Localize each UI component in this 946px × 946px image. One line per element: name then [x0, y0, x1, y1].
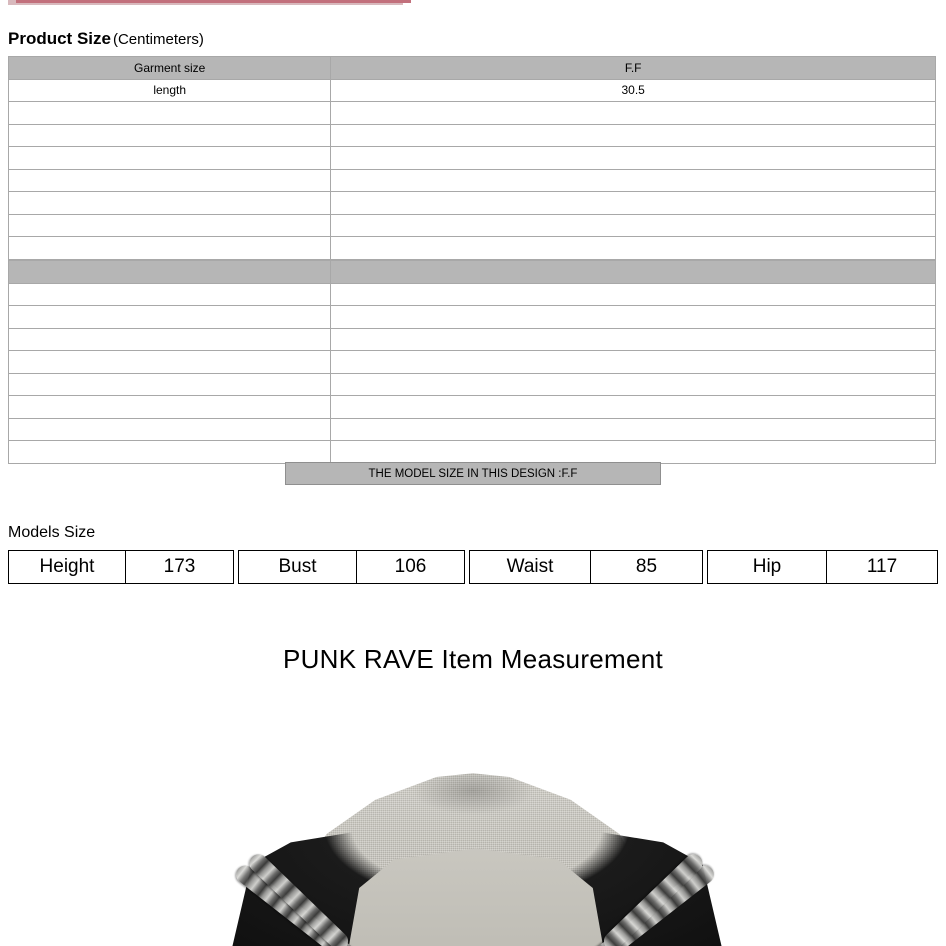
table-row-header	[9, 57, 936, 80]
table-row	[9, 237, 936, 260]
model-measure-key: Hip	[708, 551, 827, 583]
model-measure-value: 106	[394, 556, 427, 577]
model-measure-waist	[469, 550, 703, 584]
model-measure-value: 85	[635, 556, 658, 577]
model-measure-value: 173	[163, 556, 196, 577]
model-measure-value: 117	[866, 556, 898, 577]
top-color-strip	[8, 0, 403, 5]
table-row	[9, 102, 936, 125]
table-row	[9, 351, 936, 374]
table-row	[9, 418, 936, 441]
product-size-table-one	[8, 56, 936, 260]
model-measure-height	[8, 550, 234, 584]
table-cell	[331, 169, 936, 192]
table-row	[9, 124, 936, 147]
product-size-unit: (Centimeters)	[112, 31, 204, 48]
table-cell	[9, 396, 331, 419]
table-cell	[9, 192, 331, 215]
table-cell	[331, 102, 936, 125]
table-cell: 30.5	[331, 79, 936, 102]
table-cell	[9, 373, 331, 396]
table-row	[9, 283, 936, 306]
model-measure-bust	[238, 550, 465, 584]
table-row	[9, 373, 936, 396]
product-size-heading	[8, 29, 204, 49]
models-size-label: Models Size	[8, 524, 96, 541]
table-cell	[9, 441, 331, 464]
table-cell	[9, 418, 331, 441]
mannequin-neck-shadow	[412, 766, 534, 815]
model-measure-key: Waist	[470, 551, 591, 583]
table-header-cell: Garment size	[9, 57, 331, 80]
product-size-title: Product Size	[8, 29, 111, 48]
models-size-row	[8, 550, 936, 584]
table-cell	[9, 124, 331, 147]
table-row	[9, 441, 936, 464]
table-cell	[9, 351, 331, 374]
model-measure-key: Height	[9, 551, 126, 583]
table-header-cell	[9, 261, 331, 284]
table-cell	[9, 169, 331, 192]
table-header-cell: F.F	[331, 57, 936, 80]
table-row	[9, 328, 936, 351]
product-photo	[0, 740, 946, 946]
brand-measurement-title: PUNK RAVE Item Measurement	[282, 644, 664, 674]
table-cell	[331, 351, 936, 374]
table-cell	[9, 214, 331, 237]
table-row	[9, 79, 936, 102]
table-cell	[331, 147, 936, 170]
table-row	[9, 192, 936, 215]
table-cell	[331, 237, 936, 260]
table-row	[9, 147, 936, 170]
table-cell	[9, 328, 331, 351]
model-measure-key: Bust	[239, 551, 357, 583]
table-cell	[9, 237, 331, 260]
table-cell	[331, 306, 936, 329]
table-row	[9, 214, 936, 237]
table-row-header	[9, 261, 936, 284]
table-header-cell	[331, 261, 936, 284]
table-cell	[331, 441, 936, 464]
table-row	[9, 396, 936, 419]
model-design-note: THE MODEL SIZE IN THIS DESIGN :F.F	[285, 462, 661, 485]
table-cell	[9, 102, 331, 125]
table-cell	[9, 306, 331, 329]
table-cell	[331, 396, 936, 419]
table-cell	[331, 418, 936, 441]
model-measure-hip	[707, 550, 938, 584]
table-cell	[331, 373, 936, 396]
top-color-strip-inner	[16, 0, 411, 3]
table-cell	[331, 328, 936, 351]
table-cell	[331, 124, 936, 147]
product-size-table-two	[8, 260, 936, 464]
table-cell	[9, 147, 331, 170]
table-row	[9, 169, 936, 192]
table-row	[9, 306, 936, 329]
table-cell	[331, 192, 936, 215]
table-cell	[9, 283, 331, 306]
table-cell	[331, 214, 936, 237]
table-cell	[331, 283, 936, 306]
table-cell: length	[9, 79, 331, 102]
